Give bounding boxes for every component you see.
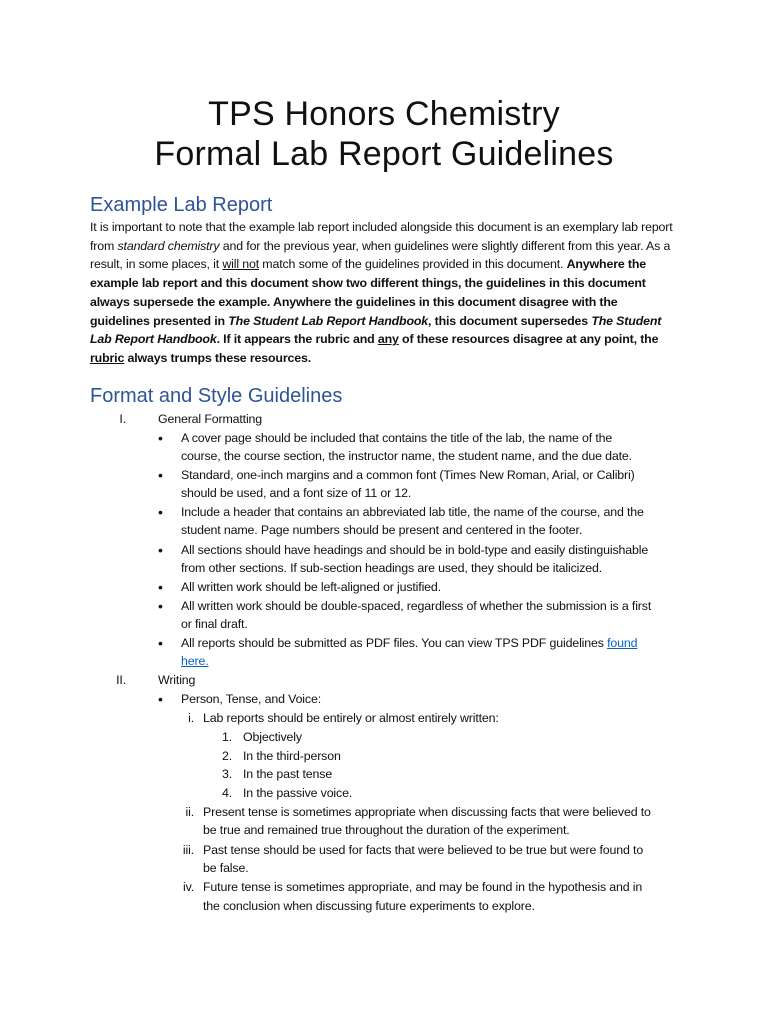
item-text: Present tense is sometimes appropriate when discussing facts that were believed to	[203, 805, 651, 819]
example-text-2: and for the previous year, when guidelines were slightly different from this year. As a result, in some places, it	[90, 238, 671, 272]
document-title	[0, 94, 768, 174]
example-bold-3: . If it appears the rubric and	[216, 332, 378, 347]
item-text-cont: be true and remained true throughout the duration of the experiment.	[203, 823, 570, 837]
bullet-glyph: •	[158, 467, 163, 483]
title-line-2: Formal Lab Report Guidelines	[154, 135, 614, 173]
example-text-underline: will not	[222, 257, 259, 272]
section-2-numeral: II.	[116, 673, 126, 687]
bullet-text-cont: should be used, and a font size of 11 or 12.	[181, 486, 412, 500]
item-text-cont: be false.	[203, 861, 249, 875]
pdf-guidelines-link-2[interactable]: here.	[181, 654, 209, 668]
bullet-text-cont: course, the course section, the instructor name, the student name, and the due date.	[181, 449, 632, 463]
pdf-guidelines-link[interactable]: found	[607, 636, 638, 650]
number-marker: 2.	[221, 749, 232, 763]
number-marker: 4.	[221, 786, 232, 800]
example-bold-4: of these resources disagree at any point, the	[398, 332, 659, 347]
example-bold-italic-1: The Student Lab Report Handbook	[228, 313, 429, 328]
number-text: In the passive voice.	[243, 786, 353, 800]
format-style-heading: Format and Style Guidelines	[90, 385, 343, 407]
item-text-cont: the conclusion when discussing future experiments to explore.	[203, 899, 535, 913]
bullet-text: Person, Tense, and Voice:	[181, 692, 321, 706]
example-text-1: It is important to note that the example lab report included alongside this document is an exemplary lab report from	[90, 220, 673, 253]
item-text: Lab reports should be entirely or almost entirely written:	[203, 711, 499, 725]
bullet-glyph: •	[158, 542, 163, 558]
example-lab-report-heading: Example Lab Report	[90, 194, 273, 216]
example-paragraph	[90, 218, 680, 368]
roman-marker: i.	[188, 711, 194, 725]
pdf-guidelines-text: All reports should be submitted as PDF files. You can view TPS PDF guidelines	[181, 636, 608, 650]
bullet-glyph: •	[158, 691, 163, 707]
bullet-glyph: •	[158, 430, 163, 446]
bullet-text: A cover page should be included that contains the title of the lab, the name of the	[181, 431, 613, 445]
section-1-label: General Formatting	[158, 412, 263, 426]
example-bold-underline-rubric: rubric	[90, 350, 125, 365]
item-text: Past tense should be used for facts that were believed to be true but were found to	[203, 843, 644, 857]
bullet-glyph: •	[158, 598, 163, 614]
pdf-guidelines-link-cont	[181, 652, 209, 671]
example-text-italic: standard chemistry	[117, 238, 220, 253]
example-bold-2: , this document supersedes	[428, 313, 592, 328]
bullet-text: All written work should be left-aligned or justified.	[181, 580, 441, 594]
bullet-text: Standard, one-inch margins and a common font (Times New Roman, Arial, or Calibri)	[181, 468, 635, 482]
bullet-glyph: •	[158, 579, 163, 595]
example-bold-italic-2: The Student Lab Report Handbook	[90, 313, 662, 347]
bullet-text-cont: student name. Page numbers should be present and centered in the footer.	[181, 523, 583, 537]
item-text: Future tense is sometimes appropriate, and may be found in the hypothesis and in	[203, 880, 643, 894]
bullet-text-cont: from other sections. If sub-section headings are used, they should be italicized.	[181, 561, 603, 575]
bullet-glyph: •	[158, 635, 163, 651]
roman-marker: iii.	[182, 843, 194, 857]
title-line-1: TPS Honors Chemistry	[208, 95, 560, 133]
number-marker: 1.	[221, 730, 232, 744]
section-2-label: Writing	[158, 673, 196, 687]
number-text: In the past tense	[243, 767, 333, 781]
number-text: In the third-person	[243, 749, 341, 763]
example-bold-1: Anywhere the example lab report and this document show two different things, the guidelines in this document always supersede the example. Anywhere the guidelines in this document disagree with the guidelines presented in	[90, 257, 647, 328]
roman-marker: ii.	[185, 805, 194, 819]
bullet-text: All sections should have headings and should be in bold-type and easily distinguishable	[181, 543, 649, 557]
example-text-3: match some of the guidelines provided in this document.	[259, 257, 567, 272]
bullet-text-pdf	[181, 634, 637, 653]
example-bold-underline-any: any	[377, 332, 399, 347]
bullet-text: All written work should be double-spaced, regardless of whether the submission is a first	[181, 599, 652, 613]
section-1-numeral: I.	[119, 412, 126, 426]
bullet-text: Include a header that contains an abbreviated lab title, the name of the course, and the	[181, 505, 644, 519]
number-text: Objectively	[243, 730, 302, 744]
roman-marker: iv.	[182, 880, 194, 894]
bullet-text-cont: or final draft.	[181, 617, 248, 631]
example-bold-5: always trumps these resources.	[124, 350, 312, 365]
bullet-glyph: •	[158, 504, 163, 520]
number-marker: 3.	[221, 767, 232, 781]
